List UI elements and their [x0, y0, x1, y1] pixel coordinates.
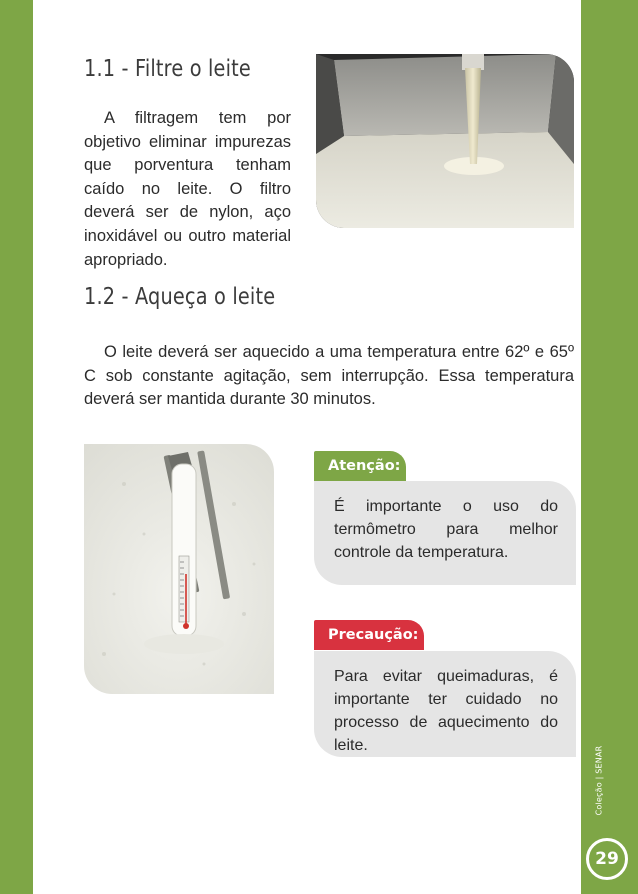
section-2-title: 1.2 - Aqueça o leite — [84, 284, 276, 310]
page-number: 29 — [586, 838, 628, 880]
thermometer-photo — [84, 444, 274, 694]
section-1-title: 1.1 - Filtre o leite — [84, 56, 251, 82]
collection-label: Coleção | SENAR — [594, 745, 604, 815]
left-margin-bar — [0, 0, 33, 894]
section-1-paragraph: A filtragem tem por objetivo eliminar impurezas que porventura tenham caído no leite. O filtro deverá ser de nylon, aço inoxidável ou outro material apropriado. — [84, 109, 291, 269]
caution-text: Para evitar queimaduras, é importante ter cuidado no processo de aquecimento do leite. — [334, 668, 558, 754]
attention-label: Atenção: — [314, 451, 406, 481]
attention-text: É importante o uso do termômetro para melhor controle da temperatura. — [334, 498, 558, 561]
section-2-paragraph: O leite deverá ser aquecido a uma temperatura entre 62º e 65º C sob constante agitação, sem interrupção. Essa temperatura deverá ser mantida durante 30 minutos. — [84, 343, 574, 409]
milk-filtering-photo — [316, 54, 574, 228]
caution-note — [314, 651, 576, 757]
attention-note — [314, 481, 576, 585]
caution-label: Precaução: — [314, 620, 424, 650]
